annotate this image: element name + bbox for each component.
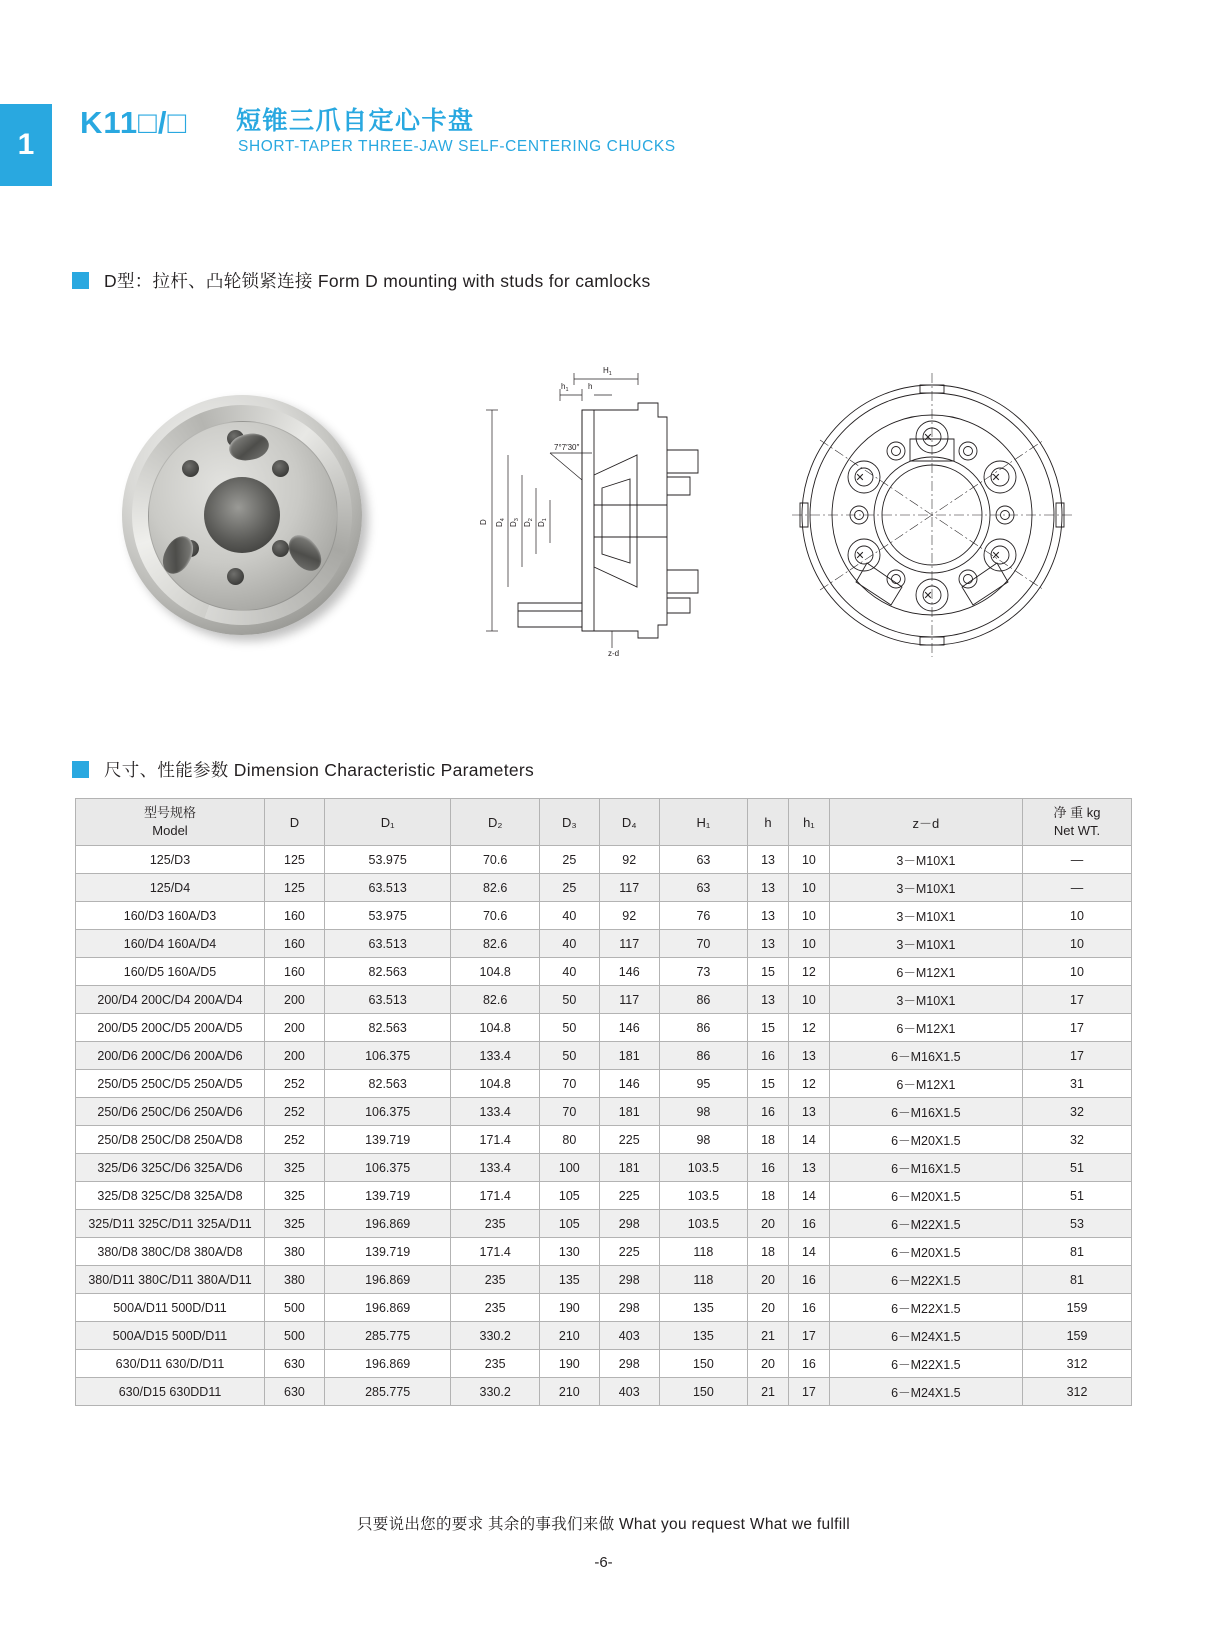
table-cell: 298 xyxy=(599,1350,659,1378)
table-cell: 210 xyxy=(539,1322,599,1350)
cell-model: 125/D3 xyxy=(76,846,265,874)
table-cell: 118 xyxy=(659,1266,747,1294)
cell-model: 200/D5 200C/D5 200A/D5 xyxy=(76,1014,265,1042)
table-cell: 105 xyxy=(539,1182,599,1210)
table-cell: 6－M16X1.5 xyxy=(829,1154,1022,1182)
table-cell: 403 xyxy=(599,1378,659,1406)
table-cell: 325 xyxy=(265,1182,325,1210)
table-cell: 10 xyxy=(788,986,829,1014)
table-cell: 12 xyxy=(788,958,829,986)
cell-model: 125/D4 xyxy=(76,874,265,902)
table-cell: 10 xyxy=(1023,930,1132,958)
cell-model: 325/D11 325C/D11 325A/D11 xyxy=(76,1210,265,1238)
table-cell: 70 xyxy=(539,1070,599,1098)
table-header xyxy=(76,799,1132,846)
table-cell: 18 xyxy=(748,1126,789,1154)
table-cell: 106.375 xyxy=(324,1098,451,1126)
table-cell: 13 xyxy=(748,930,789,958)
table-cell: 6－M22X1.5 xyxy=(829,1266,1022,1294)
table-cell: 160 xyxy=(265,902,325,930)
table-row xyxy=(76,1294,1132,1322)
table-cell: 200 xyxy=(265,986,325,1014)
table-cell: 106.375 xyxy=(324,1042,451,1070)
table-cell: 13 xyxy=(748,902,789,930)
table-cell: 16 xyxy=(748,1154,789,1182)
table-cell: 81 xyxy=(1023,1238,1132,1266)
square-bullet-icon xyxy=(72,272,89,289)
table-body xyxy=(76,846,1132,1406)
page-title-cn: 短锥三爪自定心卡盘 xyxy=(236,107,475,135)
svg-text:✕: ✕ xyxy=(991,472,1001,484)
table-cell: 6－M16X1.5 xyxy=(829,1042,1022,1070)
table-cell: 125 xyxy=(265,874,325,902)
cell-model: 380/D11 380C/D11 380A/D11 xyxy=(76,1266,265,1294)
table-cell: 31 xyxy=(1023,1070,1132,1098)
cell-model: 500A/D11 500D/D11 xyxy=(76,1294,265,1322)
table-cell: 40 xyxy=(539,930,599,958)
table-cell: 159 xyxy=(1023,1322,1132,1350)
table-cell: 32 xyxy=(1023,1126,1132,1154)
table-cell: 82.6 xyxy=(451,874,539,902)
table-row xyxy=(76,1378,1132,1406)
section-heading-mounting xyxy=(72,268,651,293)
table-cell: 3－M10X1 xyxy=(829,930,1022,958)
table-cell: 6－M12X1 xyxy=(829,1070,1022,1098)
table-cell: 82.563 xyxy=(324,1070,451,1098)
table-row xyxy=(76,902,1132,930)
svg-text:✕: ✕ xyxy=(855,472,865,484)
page-header xyxy=(80,95,1080,175)
table-cell: 104.8 xyxy=(451,1014,539,1042)
column-header-d2: D₂ xyxy=(451,799,539,846)
table-cell: 6－M22X1.5 xyxy=(829,1350,1022,1378)
table-cell: 181 xyxy=(599,1042,659,1070)
table-cell: 3－M10X1 xyxy=(829,986,1022,1014)
table-cell: 6－M24X1.5 xyxy=(829,1322,1022,1350)
cell-model: 630/D15 630DD11 xyxy=(76,1378,265,1406)
table-row xyxy=(76,1322,1132,1350)
table-cell: 16 xyxy=(788,1350,829,1378)
table-cell: 10 xyxy=(788,902,829,930)
table-cell: 50 xyxy=(539,1042,599,1070)
table-cell: 40 xyxy=(539,902,599,930)
table-cell: 225 xyxy=(599,1126,659,1154)
table-cell: 92 xyxy=(599,846,659,874)
table-cell: 106.375 xyxy=(324,1154,451,1182)
table-cell: 16 xyxy=(748,1042,789,1070)
table-cell: 82.6 xyxy=(451,986,539,1014)
table-cell: 298 xyxy=(599,1266,659,1294)
page-title-en: SHORT-TAPER THREE-JAW SELF-CENTERING CHUCKS xyxy=(238,138,676,155)
table-row xyxy=(76,986,1132,1014)
table-cell: 25 xyxy=(539,874,599,902)
parameters-table xyxy=(75,798,1132,1406)
table-cell: 171.4 xyxy=(451,1238,539,1266)
table-cell: 103.5 xyxy=(659,1154,747,1182)
table-cell: 139.719 xyxy=(324,1238,451,1266)
table-cell: 330.2 xyxy=(451,1322,539,1350)
table-cell: 50 xyxy=(539,1014,599,1042)
table-row xyxy=(76,930,1132,958)
table-cell: 10 xyxy=(788,846,829,874)
table-cell: 403 xyxy=(599,1322,659,1350)
table-cell: 6－M20X1.5 xyxy=(829,1126,1022,1154)
table-cell: 117 xyxy=(599,986,659,1014)
table-cell: 160 xyxy=(265,958,325,986)
table-cell: 135 xyxy=(659,1322,747,1350)
chuck-photo-hole xyxy=(272,540,289,557)
chuck-photo-hole xyxy=(272,460,289,477)
column-header-d: D xyxy=(265,799,325,846)
table-cell: 50 xyxy=(539,986,599,1014)
table-cell: 252 xyxy=(265,1070,325,1098)
column-header-h: h xyxy=(748,799,789,846)
table-row xyxy=(76,874,1132,902)
table-cell: 53.975 xyxy=(324,902,451,930)
column-header-d4: D₄ xyxy=(599,799,659,846)
svg-text:D3: $D_3$ xyxy=(509,518,520,527)
chuck-photo-hole xyxy=(182,460,199,477)
table-cell: 380 xyxy=(265,1266,325,1294)
table-row xyxy=(76,958,1132,986)
table-cell: 200 xyxy=(265,1042,325,1070)
table-cell: 330.2 xyxy=(451,1378,539,1406)
cell-model: 250/D6 250C/D6 250A/D6 xyxy=(76,1098,265,1126)
column-header-h-sub1: h₁ xyxy=(788,799,829,846)
table-row xyxy=(76,1154,1132,1182)
svg-text:7°7′30″: 7°7′30″ xyxy=(554,443,580,452)
table-cell: 70 xyxy=(539,1098,599,1126)
table-cell: 51 xyxy=(1023,1154,1132,1182)
table-row xyxy=(76,1126,1132,1154)
table-cell: 17 xyxy=(1023,1042,1132,1070)
table-cell: 133.4 xyxy=(451,1042,539,1070)
cell-model: 380/D8 380C/D8 380A/D8 xyxy=(76,1238,265,1266)
cell-model: 325/D8 325C/D8 325A/D8 xyxy=(76,1182,265,1210)
column-header-d3: D₃ xyxy=(539,799,599,846)
column-header-model: 型号规格 Model xyxy=(76,799,265,846)
table-cell: 82.563 xyxy=(324,1014,451,1042)
table-cell: 13 xyxy=(788,1098,829,1126)
table-cell: 190 xyxy=(539,1294,599,1322)
side-section-drawing xyxy=(462,355,762,665)
page-number: -6- xyxy=(594,1554,613,1571)
table-cell: 235 xyxy=(451,1210,539,1238)
table-cell: 82.6 xyxy=(451,930,539,958)
table-cell: 13 xyxy=(748,986,789,1014)
table-cell: 146 xyxy=(599,1014,659,1042)
table-cell: 252 xyxy=(265,1126,325,1154)
cell-model: 630/D11 630/D/D11 xyxy=(76,1350,265,1378)
table-cell: 16 xyxy=(748,1098,789,1126)
svg-text:✕: ✕ xyxy=(991,550,1001,562)
cell-model: 250/D5 250C/D5 250A/D5 xyxy=(76,1070,265,1098)
table-cell: 20 xyxy=(748,1350,789,1378)
table-cell: 171.4 xyxy=(451,1182,539,1210)
section-mounting-label: D型：拉杆、凸轮锁紧连接 Form D mounting with studs for camlocks xyxy=(104,271,651,291)
table-cell: 105 xyxy=(539,1210,599,1238)
table-cell: 15 xyxy=(748,958,789,986)
table-cell: 6－M12X1 xyxy=(829,958,1022,986)
table-cell: 117 xyxy=(599,930,659,958)
table-cell: 6－M22X1.5 xyxy=(829,1294,1022,1322)
chuck-photo-hole xyxy=(227,568,244,585)
table-cell: 15 xyxy=(748,1014,789,1042)
table-cell: 103.5 xyxy=(659,1210,747,1238)
table-cell: 3－M10X1 xyxy=(829,874,1022,902)
table-cell: 21 xyxy=(748,1322,789,1350)
table-cell: 98 xyxy=(659,1098,747,1126)
table-cell: 500 xyxy=(265,1294,325,1322)
svg-text:✕: ✕ xyxy=(855,550,865,562)
table-cell: 298 xyxy=(599,1294,659,1322)
table-cell: 181 xyxy=(599,1098,659,1126)
table-cell: 86 xyxy=(659,1042,747,1070)
table-cell: 146 xyxy=(599,958,659,986)
svg-text:h: h xyxy=(588,382,593,391)
table-cell: 16 xyxy=(788,1266,829,1294)
cell-model: 500A/D15 500D/D11 xyxy=(76,1322,265,1350)
table-cell: 17 xyxy=(788,1378,829,1406)
table-cell: 21 xyxy=(748,1378,789,1406)
table-cell: 500 xyxy=(265,1322,325,1350)
table-cell: — xyxy=(1023,874,1132,902)
table-cell: 10 xyxy=(1023,958,1132,986)
table-cell: 92 xyxy=(599,902,659,930)
chuck-photo xyxy=(122,390,377,640)
table-cell: 181 xyxy=(599,1154,659,1182)
table-cell: 32 xyxy=(1023,1098,1132,1126)
table-cell: 86 xyxy=(659,986,747,1014)
table-cell: 25 xyxy=(539,846,599,874)
table-cell: 159 xyxy=(1023,1294,1132,1322)
table-cell: 16 xyxy=(788,1294,829,1322)
table-cell: 17 xyxy=(1023,1014,1132,1042)
table-cell: 196.869 xyxy=(324,1294,451,1322)
table-row xyxy=(76,1014,1132,1042)
svg-text:H1: $H_1$ xyxy=(603,366,612,377)
table-cell: 130 xyxy=(539,1238,599,1266)
table-cell: 17 xyxy=(1023,986,1132,1014)
table-cell: 53.975 xyxy=(324,846,451,874)
table-cell: 20 xyxy=(748,1210,789,1238)
table-cell: 190 xyxy=(539,1350,599,1378)
table-cell: 40 xyxy=(539,958,599,986)
table-cell: 135 xyxy=(659,1294,747,1322)
table-cell: 53 xyxy=(1023,1210,1132,1238)
table-cell: 14 xyxy=(788,1126,829,1154)
product-code: K11□/□ xyxy=(80,105,188,140)
svg-text:D: D xyxy=(479,519,488,525)
table-cell: 133.4 xyxy=(451,1098,539,1126)
section-dimension-label: 尺寸、性能参数 Dimension Characteristic Parameters xyxy=(104,760,535,780)
table-cell: 139.719 xyxy=(324,1126,451,1154)
front-view-drawing xyxy=(792,365,1072,665)
svg-text:h1: $h_1$ xyxy=(561,382,569,393)
table-cell: 51 xyxy=(1023,1182,1132,1210)
table-cell: 6－M20X1.5 xyxy=(829,1182,1022,1210)
table-cell: 82.563 xyxy=(324,958,451,986)
table-row xyxy=(76,1042,1132,1070)
table-cell: 100 xyxy=(539,1154,599,1182)
table-row xyxy=(76,1266,1132,1294)
table-cell: 81 xyxy=(1023,1266,1132,1294)
table-cell: 160 xyxy=(265,930,325,958)
table-cell: 133.4 xyxy=(451,1154,539,1182)
table-header-row xyxy=(76,799,1132,846)
page-tab-number xyxy=(0,104,52,186)
table-cell: 70.6 xyxy=(451,846,539,874)
svg-text:D1: $D_1$ xyxy=(537,518,548,527)
cell-model: 325/D6 325C/D6 325A/D6 xyxy=(76,1154,265,1182)
table-cell: 285.775 xyxy=(324,1378,451,1406)
table-cell: 196.869 xyxy=(324,1210,451,1238)
table-cell: 3－M10X1 xyxy=(829,846,1022,874)
table-cell: — xyxy=(1023,846,1132,874)
table-cell: 13 xyxy=(788,1154,829,1182)
table-row xyxy=(76,1182,1132,1210)
table-cell: 171.4 xyxy=(451,1126,539,1154)
column-header-h1: H₁ xyxy=(659,799,747,846)
table-cell: 10 xyxy=(788,874,829,902)
svg-text:✕: ✕ xyxy=(923,590,933,602)
table-cell: 12 xyxy=(788,1014,829,1042)
cell-model: 160/D3 160A/D3 xyxy=(76,902,265,930)
svg-text:✕: ✕ xyxy=(923,432,933,444)
svg-text:D2: $D_2$ xyxy=(523,518,534,527)
table-cell: 312 xyxy=(1023,1350,1132,1378)
table-cell: 325 xyxy=(265,1154,325,1182)
table-cell: 630 xyxy=(265,1378,325,1406)
chuck-photo-center-bore xyxy=(204,477,280,553)
table-cell: 6－M24X1.5 xyxy=(829,1378,1022,1406)
section-heading-dimension xyxy=(72,757,534,782)
table-cell: 252 xyxy=(265,1098,325,1126)
table-row xyxy=(76,1238,1132,1266)
table-cell: 125 xyxy=(265,846,325,874)
svg-text:D4: $D_4$ xyxy=(495,518,506,527)
table-row xyxy=(76,1350,1132,1378)
table-cell: 18 xyxy=(748,1238,789,1266)
table-cell: 3－M10X1 xyxy=(829,902,1022,930)
table-cell: 196.869 xyxy=(324,1266,451,1294)
table-cell: 380 xyxy=(265,1238,325,1266)
table-cell: 6－M16X1.5 xyxy=(829,1098,1022,1126)
table-cell: 18 xyxy=(748,1182,789,1210)
column-header-net-weight: 净 重 kg Net WT. xyxy=(1023,799,1132,846)
table-row xyxy=(76,1210,1132,1238)
table-cell: 104.8 xyxy=(451,1070,539,1098)
table-cell: 14 xyxy=(788,1182,829,1210)
table-cell: 16 xyxy=(788,1210,829,1238)
page-tab-label: 1 xyxy=(17,128,35,161)
table-cell: 312 xyxy=(1023,1378,1132,1406)
table-cell: 235 xyxy=(451,1294,539,1322)
table-cell: 235 xyxy=(451,1266,539,1294)
table-cell: 118 xyxy=(659,1238,747,1266)
table-cell: 15 xyxy=(748,1070,789,1098)
table-cell: 150 xyxy=(659,1378,747,1406)
table-cell: 20 xyxy=(748,1266,789,1294)
table-cell: 325 xyxy=(265,1210,325,1238)
table-cell: 117 xyxy=(599,874,659,902)
table-cell: 14 xyxy=(788,1238,829,1266)
table-cell: 13 xyxy=(748,874,789,902)
table-cell: 70.6 xyxy=(451,902,539,930)
table-cell: 13 xyxy=(748,846,789,874)
table-cell: 298 xyxy=(599,1210,659,1238)
page-footer xyxy=(0,1512,1207,1571)
table-cell: 104.8 xyxy=(451,958,539,986)
table-cell: 17 xyxy=(788,1322,829,1350)
table-cell: 196.869 xyxy=(324,1350,451,1378)
table-cell: 6－M20X1.5 xyxy=(829,1238,1022,1266)
table-cell: 63.513 xyxy=(324,930,451,958)
footer-slogan: 只要说出您的要求 其余的事我们来做 What you request What we fulfill xyxy=(356,1516,850,1533)
cell-model: 200/D6 200C/D6 200A/D6 xyxy=(76,1042,265,1070)
table-cell: 98 xyxy=(659,1126,747,1154)
table-cell: 63.513 xyxy=(324,874,451,902)
table-cell: 135 xyxy=(539,1266,599,1294)
table-cell: 13 xyxy=(788,1042,829,1070)
table-cell: 103.5 xyxy=(659,1182,747,1210)
table-cell: 225 xyxy=(599,1238,659,1266)
cell-model: 160/D5 160A/D5 xyxy=(76,958,265,986)
table-cell: 20 xyxy=(748,1294,789,1322)
table-cell: 73 xyxy=(659,958,747,986)
table-cell: 10 xyxy=(788,930,829,958)
table-row xyxy=(76,1070,1132,1098)
table-cell: 70 xyxy=(659,930,747,958)
table-cell: 150 xyxy=(659,1350,747,1378)
table-cell: 86 xyxy=(659,1014,747,1042)
cell-model: 200/D4 200C/D4 200A/D4 xyxy=(76,986,265,1014)
table-cell: 225 xyxy=(599,1182,659,1210)
table-cell: 95 xyxy=(659,1070,747,1098)
svg-text:z-d: z-d xyxy=(608,649,620,658)
table-cell: 10 xyxy=(1023,902,1132,930)
column-header-zd: z－d xyxy=(829,799,1022,846)
table-cell: 76 xyxy=(659,902,747,930)
square-bullet-icon xyxy=(72,761,89,778)
table-cell: 200 xyxy=(265,1014,325,1042)
table-cell: 6－M22X1.5 xyxy=(829,1210,1022,1238)
table-row xyxy=(76,846,1132,874)
cell-model: 250/D8 250C/D8 250A/D8 xyxy=(76,1126,265,1154)
table-cell: 235 xyxy=(451,1350,539,1378)
figure-area xyxy=(72,355,1132,695)
table-cell: 210 xyxy=(539,1378,599,1406)
table-cell: 63 xyxy=(659,846,747,874)
table-cell: 146 xyxy=(599,1070,659,1098)
parameters-table-wrapper xyxy=(75,798,1132,1406)
table-cell: 139.719 xyxy=(324,1182,451,1210)
table-cell: 12 xyxy=(788,1070,829,1098)
table-cell: 285.775 xyxy=(324,1322,451,1350)
table-cell: 630 xyxy=(265,1350,325,1378)
cell-model: 160/D4 160A/D4 xyxy=(76,930,265,958)
table-cell: 80 xyxy=(539,1126,599,1154)
table-row xyxy=(76,1098,1132,1126)
table-cell: 63.513 xyxy=(324,986,451,1014)
column-header-d1: D₁ xyxy=(324,799,451,846)
table-cell: 63 xyxy=(659,874,747,902)
table-cell: 6－M12X1 xyxy=(829,1014,1022,1042)
